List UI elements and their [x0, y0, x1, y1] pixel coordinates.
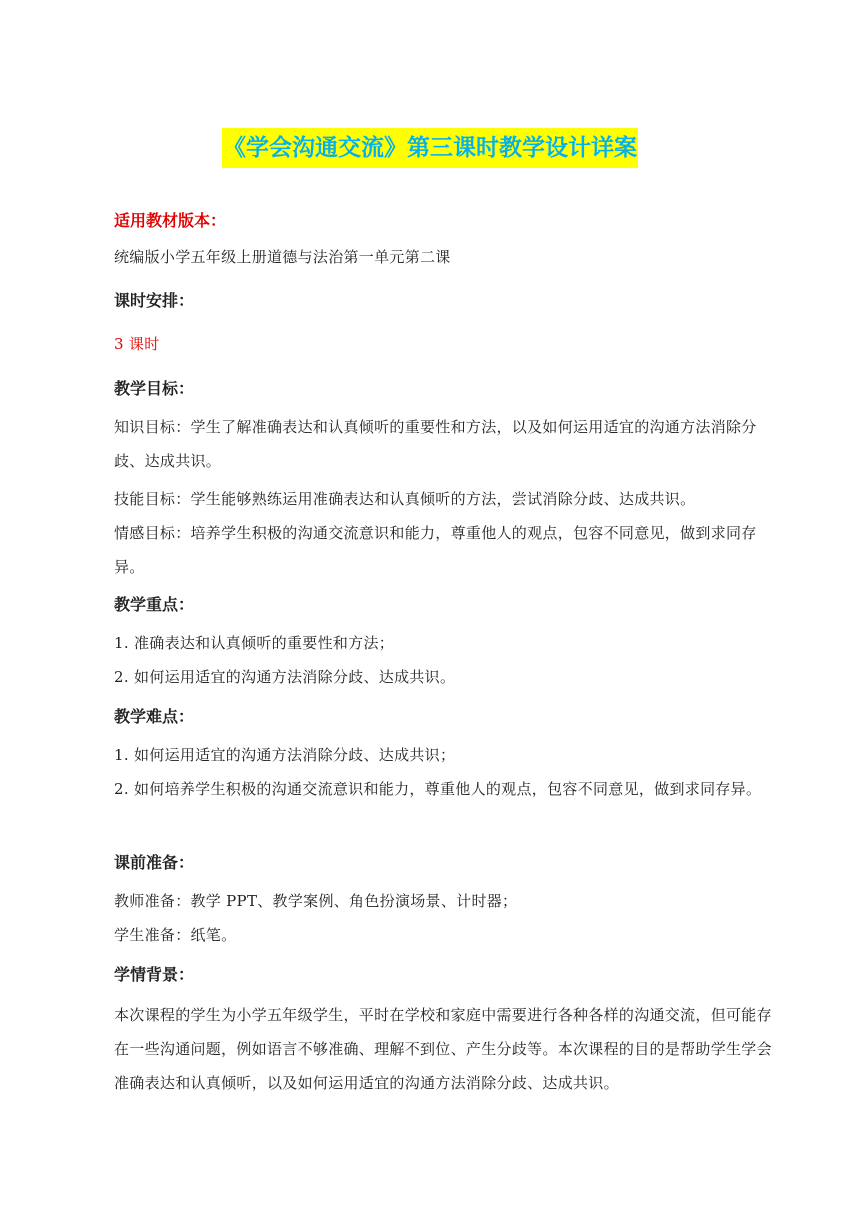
edition-heading: 适用教材版本： [114, 211, 227, 230]
schedule-section [114, 290, 786, 312]
background-heading: 学情背景： [114, 965, 195, 984]
prep-heading: 课前准备： [114, 853, 195, 872]
goals-section [114, 378, 786, 400]
goal-knowledge-text: 知识目标：学生了解准确表达和认真倾听的重要性和方法，以及如何运用适宜的沟通方法消除分歧、达成共识。 [114, 418, 757, 470]
document-title: 《学会沟通交流》第三课时教学设计详案 [222, 128, 638, 168]
schedule-text-block [114, 327, 786, 361]
goal-knowledge [114, 410, 786, 478]
difficulty-item-2: 2. 如何培养学生积极的沟通交流意识和能力，尊重他人的观点，包容不同意见，做到求同存异。 [114, 780, 762, 798]
difficulty-section [114, 706, 786, 728]
prep-teacher: 教师准备：教学 PPT、教学案例、角色扮演场景、计时器； [114, 892, 518, 910]
schedule-text: 3 课时 [114, 335, 160, 353]
prep-student: 学生准备：纸笔。 [114, 926, 237, 944]
goal-skill: 技能目标：学生能够熟练运用准确表达和认真倾听的方法，尝试消除分歧、达成共识。 [114, 490, 696, 508]
focus-1-block [114, 626, 786, 660]
focus-section [114, 594, 786, 616]
background-text-block [114, 998, 786, 1100]
schedule-heading: 课时安排： [114, 291, 195, 310]
difficulty-1-block [114, 738, 786, 772]
background-text: 本次课程的学生为小学五年级学生，平时在学校和家庭中需要进行各种各样的沟通交流，但可能存在一些沟通问题，例如语言不够准确、理解不到位、产生分歧等。本次课程的目的是帮助学生学会准确表达和认真倾听，以及如何运用适宜的沟通方法消除分歧、达成共识。 [114, 1006, 772, 1092]
goals-heading: 教学目标： [114, 379, 195, 398]
title-wrap [0, 128, 860, 168]
goal-emotion-block [114, 516, 786, 584]
focus-2-block [114, 660, 786, 694]
goal-emotion: 情感目标：培养学生积极的沟通交流意识和能力，尊重他人的观点，包容不同意见，做到求同存异。 [114, 524, 757, 576]
goal-skill-block [114, 482, 786, 516]
difficulty-heading: 教学难点： [114, 707, 195, 726]
prep-section [114, 852, 786, 874]
edition-text-block [114, 240, 786, 274]
goal-knowledge-block [114, 410, 786, 478]
edition-text: 统编版小学五年级上册道德与法治第一单元第二课 [114, 248, 451, 266]
background-section [114, 964, 786, 986]
difficulty-item-1: 1. 如何运用适宜的沟通方法消除分歧、达成共识； [114, 746, 456, 764]
prep-student-block [114, 918, 786, 952]
focus-item-2: 2. 如何运用适宜的沟通方法消除分歧、达成共识。 [114, 668, 456, 686]
focus-item-1: 1. 准确表达和认真倾听的重要性和方法； [114, 634, 395, 652]
difficulty-2-block [114, 772, 786, 806]
focus-heading: 教学重点： [114, 595, 195, 614]
edition-section [114, 210, 786, 232]
prep-teacher-block [114, 884, 786, 918]
